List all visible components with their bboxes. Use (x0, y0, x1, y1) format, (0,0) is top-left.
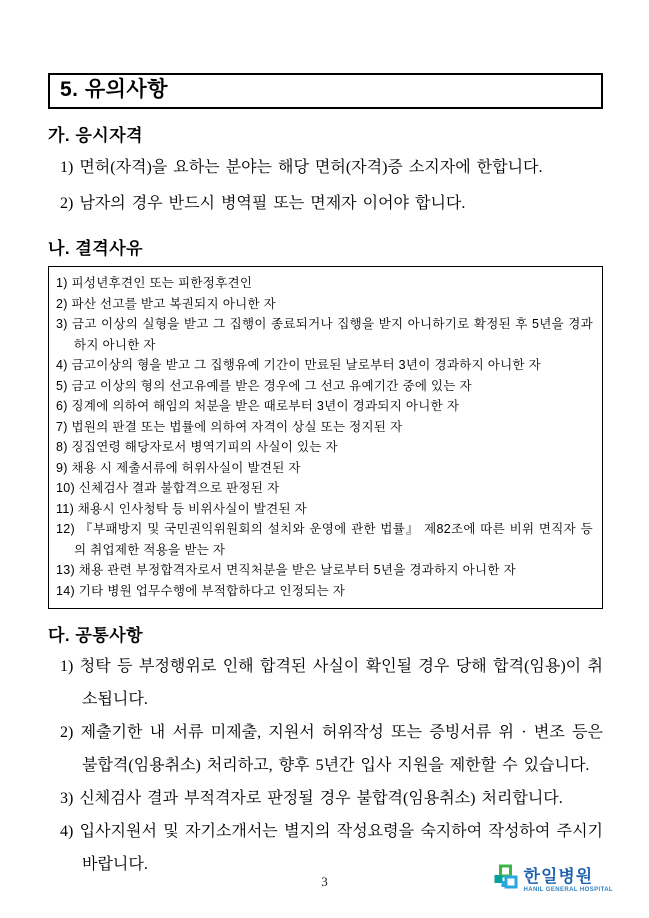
rule-item: 3) 금고 이상의 실형을 받고 그 집행이 종료되거나 집행을 받지 아니하기로 확정된 후 5년을 경과하지 아니한 자 (56, 317, 593, 352)
rule-item: 13) 채용 관련 부정합격자로서 면직처분을 받은 날로부터 5년을 경과하지 아니한 자 (56, 563, 516, 578)
section-heading-common: 다. 공통사항 (48, 626, 144, 646)
disqualification-box (48, 266, 603, 609)
rule-item: 12) 『부패방지 및 국민권익위원회의 설치와 운영에 관한 법률』 제82조에 따른 비위 면직자 등의 취업제한 적용을 받는 자 (56, 522, 593, 557)
hospital-cross-icon (492, 864, 519, 897)
logo-tagline: HANIL GENERAL HOSPITAL (523, 887, 613, 893)
section-heading-eligibility: 가. 응시자격 (48, 126, 144, 146)
notice-title-box (48, 73, 603, 109)
rule-item: 9) 채용 시 제출서류에 허위사실이 발견된 자 (56, 460, 301, 475)
list-item: 2) 제출기한 내 서류 미제출, 지원서 허위작성 또는 증빙서류 위 · 변조 등은 불합격(임용취소) 처리하고, 향후 5년간 입사 지원을 제한할 수 있습니다. (60, 724, 603, 775)
logo-text (524, 868, 613, 893)
section-heading-disqualification: 나. 결격사유 (48, 239, 144, 259)
eligibility-list (60, 150, 603, 222)
rule-item: 4) 금고이상의 형을 받고 그 집행유예 기간이 만료된 날로부터 3년이 경과하지 아니한 자 (56, 358, 541, 373)
rule-item: 7) 법원의 판결 또는 법률에 의하여 자격이 상실 또는 정지된 자 (56, 419, 403, 434)
hospital-logo (492, 864, 613, 897)
list-item: 1) 청탁 등 부정행위로 인해 합격된 사실이 확인될 경우 당해 합격(임용)이 취소됩니다. (60, 658, 603, 709)
rule-item: 14) 기타 병원 업무수행에 부적합하다고 인정되는 자 (56, 583, 346, 598)
list-item: 2) 남자의 경우 반드시 병역필 또는 면제자 이어야 합니다. (60, 195, 466, 213)
rule-item: 6) 징계에 의하여 해임의 처분을 받은 때로부터 3년이 경과되지 아니한 자 (56, 399, 460, 414)
rule-item: 1) 피성년후견인 또는 피한정후견인 (56, 276, 253, 291)
page-number: 3 (321, 874, 328, 889)
rule-item: 10) 신체검사 결과 불합격으로 판정된 자 (56, 481, 280, 496)
notice-title: 5. 유의사항 (60, 78, 168, 101)
list-item: 3) 신체검사 결과 부적격자로 판정될 경우 불합격(임용취소) 처리합니다. (60, 790, 563, 808)
rule-item: 2) 파산 선고를 받고 복권되지 아니한 자 (56, 296, 276, 311)
logo-hospital-name: 한일병원 (523, 867, 594, 886)
rule-item: 11) 채용시 인사청탁 등 비위사실이 발견된 자 (56, 501, 308, 516)
rule-item: 8) 징집연령 해당자로서 병역기피의 사실이 있는 자 (56, 440, 338, 455)
list-item: 4) 입사지원서 및 자기소개서는 별지의 작성요령을 숙지하여 작성하여 주시기 바랍니다. (60, 823, 603, 874)
list-item: 1) 면허(자격)을 요하는 분야는 해당 면허(자격)증 소지자에 한합니다. (60, 159, 543, 177)
rule-item: 5) 금고 이상의 형의 선고유예를 받은 경우에 그 선고 유예기간 중에 있는 자 (56, 378, 472, 393)
common-list (60, 650, 603, 881)
